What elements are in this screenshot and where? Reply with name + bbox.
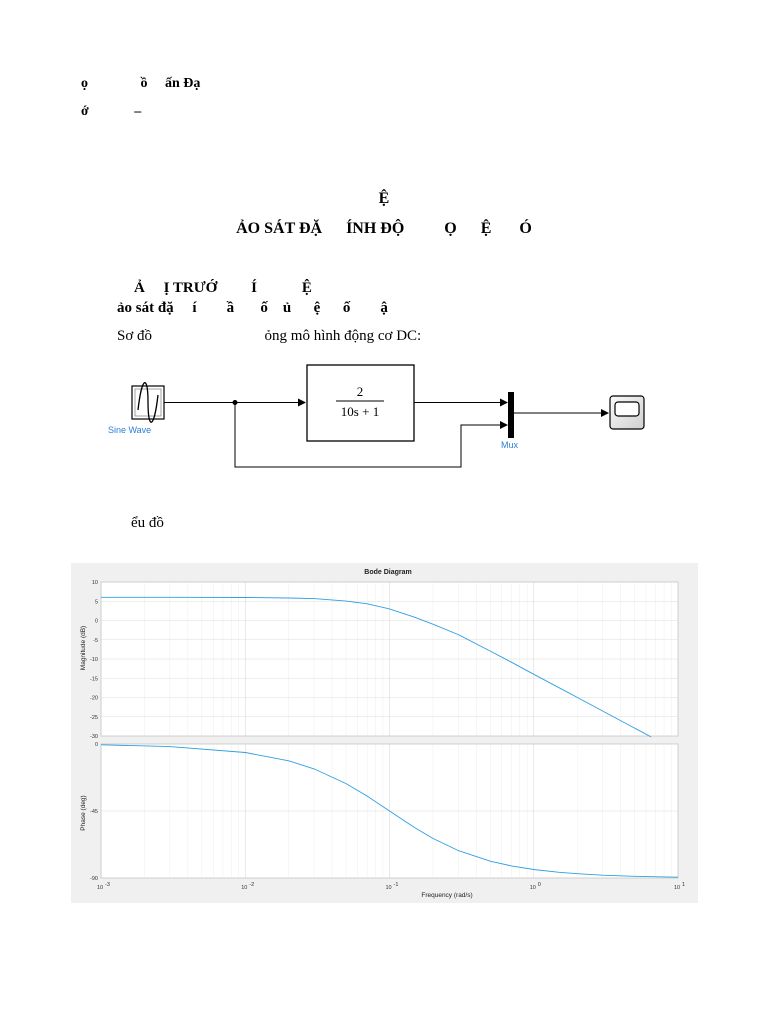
section-subheading: ảo sát đặ í ầ ố ủ ệ ố ậ [117,300,388,316]
header-line-1: ọ ồ ấn Đạ [81,76,201,91]
scope-block[interactable] [610,396,644,429]
x-tick-label: 10 [96,885,104,891]
mux-block[interactable] [508,392,514,438]
x-tick-label: 10 [529,885,536,891]
chart-title: Bode Diagram [364,569,412,576]
tf-numerator: 2 [356,384,364,399]
document-title-line-2: ẢO SÁT ĐẶ ÍNH ĐỘ Ọ Ệ Ó [236,220,532,237]
magnitude-y-tick-label: -25 [90,714,98,721]
x-tick-exponent: -2 [249,882,255,888]
mux-label: Mux [501,440,519,450]
phase-y-tick-label: 0 [94,742,98,748]
intro-text: Sơ đồ ỏng mô hình động cơ DC: [117,328,422,344]
x-tick-exponent: 0 [537,882,541,888]
header-line-2: ớ – [81,104,142,119]
phase-panel [90,742,678,882]
tf-denominator: 10s + 1 [340,404,380,419]
x-axis-label: Frequency (rad/s) [421,892,473,899]
x-tick-label: 10 [673,885,681,891]
simulink-diagram [100,355,680,475]
sine-wave-block[interactable] [132,383,164,423]
x-tick-exponent: -3 [105,882,110,888]
scope-screen-icon [615,402,639,416]
x-tick-exponent: -1 [393,882,399,888]
magnitude-y-tick-label: 10 [91,580,98,586]
x-tick-exponent: 1 [682,882,686,888]
magnitude-y-tick-label: -5 [93,637,98,644]
phase-y-tick-label: -90 [90,876,98,882]
magnitude-panel [90,580,678,740]
phase-y-tick-label: -45 [90,809,98,815]
x-tick-label: 10 [241,885,248,891]
magnitude-y-tick-label: -10 [90,657,98,663]
magnitude-y-tick-label: -30 [90,734,98,740]
phase-y-label: Phase (deg) [80,795,87,831]
sine-wave-label: Sine Wave [108,425,152,435]
chart-caption: ểu đồ [131,515,164,531]
section-heading: Ả Ị TRƯỚ Í Ệ [134,280,312,296]
x-tick-label: 10 [385,885,392,891]
transfer-function-block[interactable] [307,365,414,441]
magnitude-y-label: Magnitude (dB) [80,625,87,671]
document-title-line-1: Ệ [378,190,390,207]
bode-diagram [71,563,698,903]
magnitude-y-tick-label: -15 [90,676,98,683]
magnitude-y-tick-label: -20 [90,695,98,702]
magnitude-y-tick-label: 5 [94,599,98,606]
magnitude-y-tick-label: 0 [94,618,98,625]
